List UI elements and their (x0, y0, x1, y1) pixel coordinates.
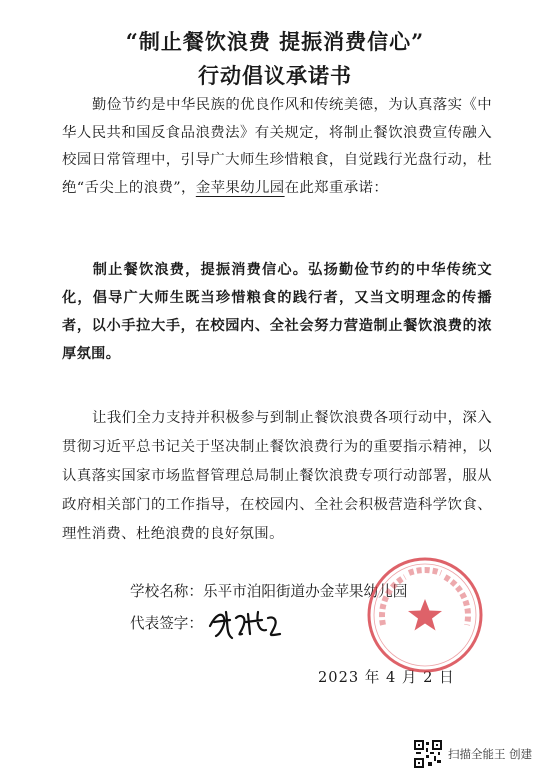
qr-code-icon (414, 740, 442, 768)
title-line-2: 行动倡议承诺书 (198, 63, 352, 88)
paragraph-3-text: 让我们全力支持并积极参与到制止餐饮浪费各项行动中，深入贯彻习近平总书记关于坚决制止餐饮浪费行为的重要指示精神，以认真落实国家市场监督管理总局制止餐饮浪费专项行动部署，服从政府相关部门的工作指导，在校园内、全社会积极营造科学饮食、理性消费、杜绝浪费的良好氛围。 (62, 410, 492, 542)
paragraph-1 (62, 92, 492, 202)
scanner-watermark (414, 740, 548, 770)
school-value: 乐平市洎阳街道办金苹果幼儿园 (202, 583, 408, 600)
paragraph-1-text-b: 在此郑重承诺： (284, 179, 389, 196)
official-seal-icon (365, 555, 485, 675)
representative-row (130, 612, 203, 633)
paragraph-2-text: 制止餐饮浪费，提振消费信心。弘扬勤俭节约的中华传统文化，倡导广大师生既当珍惜粮食的践行者，又当文明理念的传播者，以小手拉大手，在校园内、全社会努力营造制止餐饮浪费的浓厚氛围。 (62, 262, 492, 362)
title-line-1: “制止餐饮浪费 提振消费信心” (125, 29, 425, 54)
scanner-watermark-text: 扫描全能王 创建 (448, 747, 533, 761)
paragraph-1-text-a: 勤俭节约是中华民族的优良作风和传统美德，为认真落实《中华人民共和国反食品浪费法》有关规定，将制止餐饮浪费宣传融入校园日常管理中，引导广大师生珍惜粮食，自觉践行光盘行动，杜绝“舌尖上的浪费”， (62, 97, 492, 196)
paragraph-3 (62, 404, 492, 549)
document-date: 2023 年 4 月 2 日 (318, 669, 455, 686)
representative-label: 代表签字： (130, 615, 203, 632)
school-name-underlined: 金苹果幼儿园 (195, 179, 285, 196)
school-label: 学校名称： (130, 583, 203, 600)
paragraph-2 (62, 256, 492, 368)
handwritten-signature (206, 604, 286, 644)
